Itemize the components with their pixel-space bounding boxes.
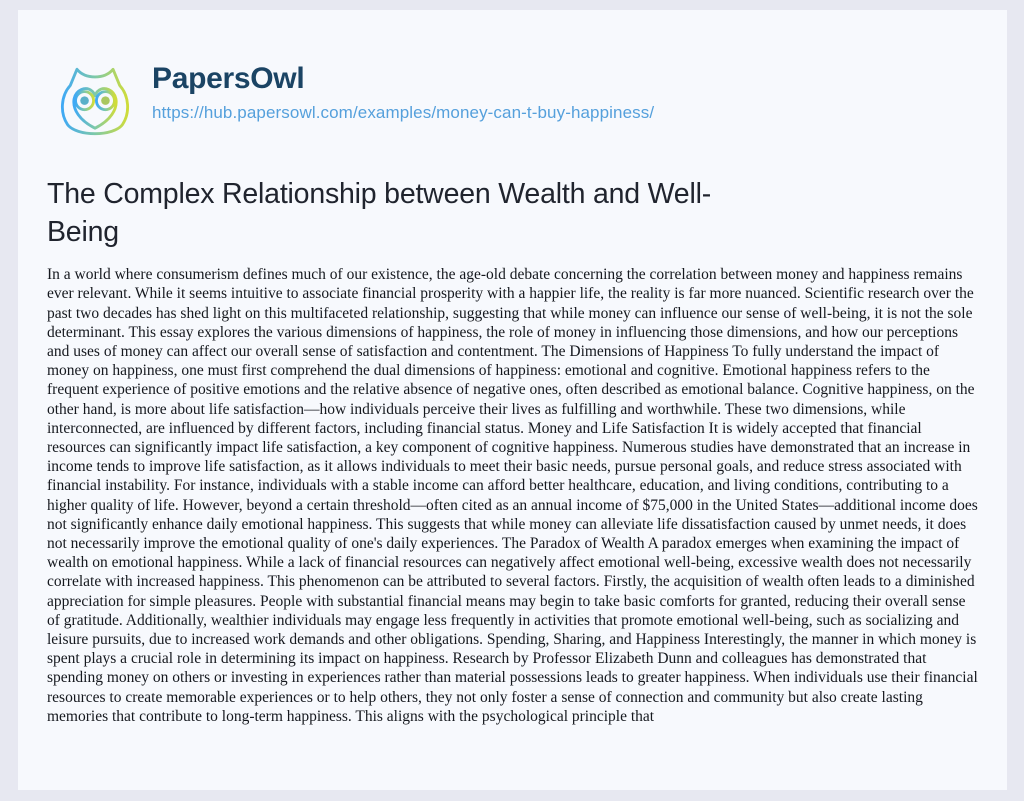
header-text-block — [152, 57, 654, 123]
document-card — [18, 10, 1007, 790]
owl-logo-icon — [47, 56, 143, 151]
brand-name: PapersOwl — [152, 62, 305, 95]
article-body-text: In a world where consumerism defines much of our existence, the age-old debate concerning the correlation between money and happiness remains ever relevant. While it seems intuitive to associate financial prosperity with a happier life, the reality is far more nuanced. Scientific research over the past two decades has shed light on this multifaceted relationship, suggesting that while money can influence our sense of well-being, it is not the sole determinant. This essay explores the various dimensions of happiness, the role of money in influencing those dimensions, and how our perceptions and uses of money can affect our overall sense of satisfaction and contentment. The Dimensions of Happiness To fully understand the impact of money on happiness, one must first comprehend the dual dimensions of happiness: emotional and cognitive. Emotional happiness refers to the frequent experience of positive emotions and the relative absence of negative ones, often described as emotional balance. Cognitive happiness, on the other hand, is more about life satisfaction—how individuals perceive their lives as fulfilling and worthwhile. These two dimensions, while interconnected, are influenced by different factors, including financial status. Money and Life Satisfaction It is widely accepted that financial resources can significantly impact life satisfaction, a key component of cognitive happiness. Numerous studies have demonstrated that an increase in income tends to improve life satisfaction, as it allows individuals to meet their basic needs, pursue personal goals, and reduce stress associated with financial instability. For instance, individuals with a stable income can afford better healthcare, education, and living conditions, contributing to a higher quality of life. However, beyond a certain threshold—often cited as an annual income of $75,000 in the United States—additional income does not significantly enhance daily emotional happiness. This suggests that while money can alleviate life dissatisfaction caused by unmet needs, it does not necessarily improve the emotional quality of one's daily experiences. The Paradox of Wealth A paradox emerges when examining the impact of wealth on emotional happiness. While a lack of financial resources can negatively affect emotional well-being, excessive wealth does not necessarily correlate with increased happiness. This phenomenon can be attributed to several factors. Firstly, the acquisition of wealth often leads to a diminished appreciation for simple pleasures. People with substantial financial means may begin to take basic comforts for granted, reducing their overall sense of gratitude. Additionally, wealthier individuals may engage less frequently in activities that promote emotional well-being, such as socializing and leisure pursuits, due to increased work demands and other obligations. Spending, Sharing, and Happiness Interestingly, the manner in which money is spent plays a crucial role in determining its impact on happiness. Research by Professor Elizabeth Dunn and colleagues has demonstrated that spending money on others or investing in experiences rather than material possessions leads to greater happiness. When individuals use their financial resources to create memorable experiences or to help others, they not only foster a sense of connection and community but also create lasting memories that contribute to long-term happiness. This aligns with the psychological principle that — [47, 266, 978, 725]
source-url-link[interactable]: https://hub.papersowl.com/examples/money-can-t-buy-happiness/ — [152, 102, 655, 122]
article-title: The Complex Relationship between Wealth and Well-Being — [47, 178, 711, 248]
site-header — [47, 57, 978, 151]
